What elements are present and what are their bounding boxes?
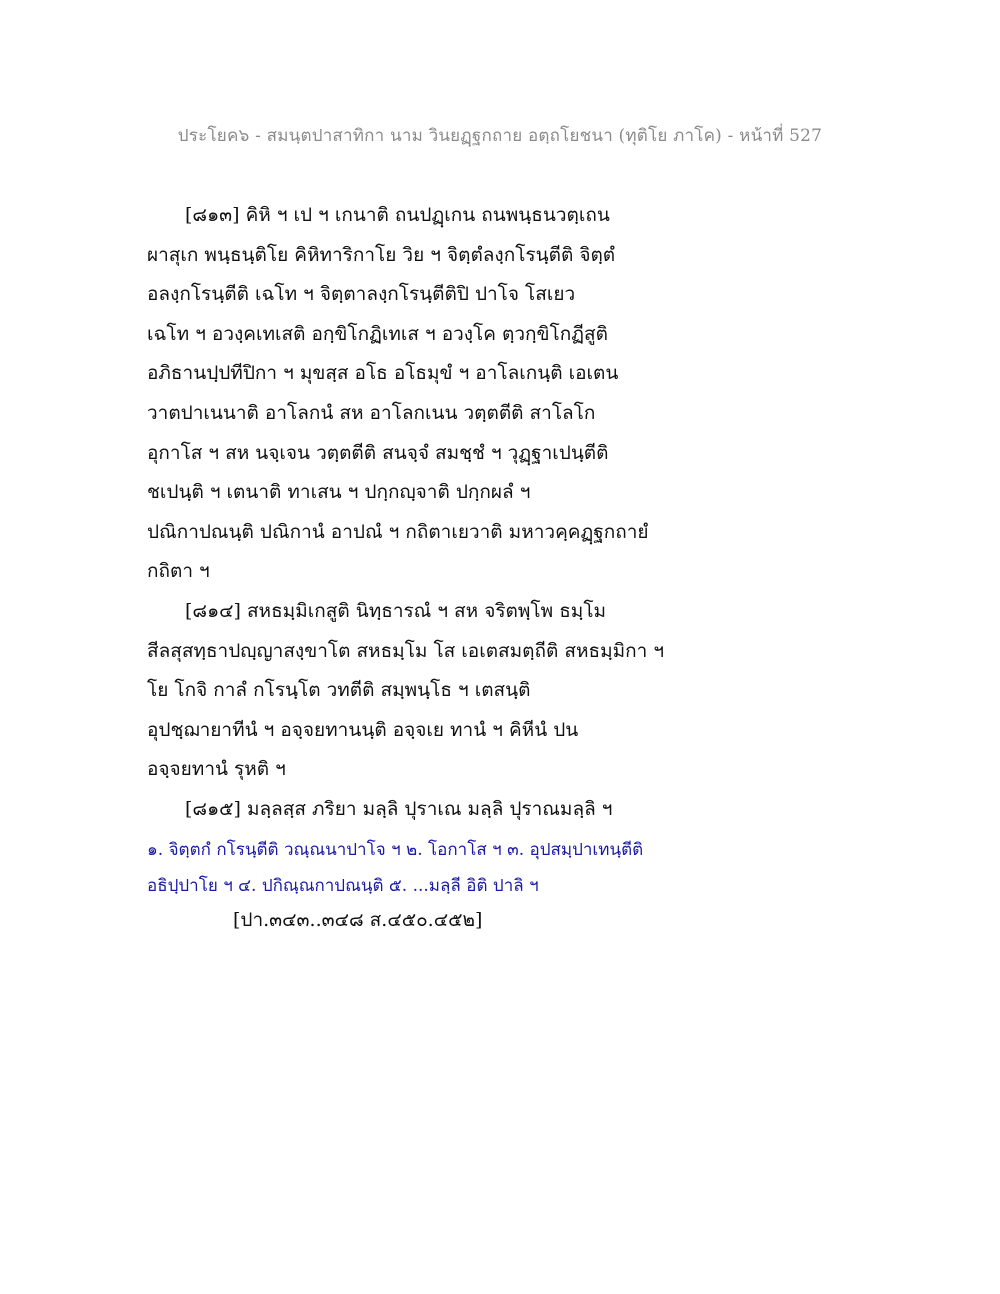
text-line: อุกาโส ฯ สห นจฺเจน วตฺตตีติ สนจฺจํ สมชฺชํ ฯ วุฏฺฐาเปนฺตีติ bbox=[147, 441, 609, 464]
footnote-line: ๑. จิตฺตกํ กโรนฺตีติ วณฺณนาปาโจ ฯ ๒. โอกาโส ฯ ๓. อุปสมฺปาเทนฺตีติ bbox=[147, 840, 644, 860]
text-line: [๘๑๓] คิหิ ฯ เป ฯ เกนาติ ถนปฏฺเกน ถนพนฺธนวตฺเถน bbox=[185, 204, 610, 226]
text-line: กถิตา ฯ bbox=[147, 560, 210, 583]
text-line: ผาสุเก พนฺธนฺติโย คิหิทาริกาโย วิย ฯ จิตฺตํลงฺกโรนฺตีติ จิตฺตํ bbox=[147, 243, 616, 266]
text-line: อภิธานปฺปทีปิกา ฯ มุขสฺส อโธ อโธมุขํ ฯ อาโลเกนฺติ เอเตน bbox=[147, 362, 619, 385]
text-line: ชเปนฺติ ฯ เตนาติ ทาเสน ฯ ปกฺกญฺจาติ ปกฺกผลํ ฯ bbox=[147, 481, 531, 504]
page-header: ประโยค๖ - สมนฺตปาสาทิกา นาม วินยฏฺฐกถาย อตฺถโยชนา (ทุติโย ภาโค) - หน้าที่ 527 bbox=[177, 126, 823, 146]
text-line: [๘๑๕] มลฺลสฺส ภริยา มลฺลิ ปุราเณ มลฺลิ ปุราณมลฺลิ ฯ bbox=[185, 797, 613, 820]
page-reference: [ปา.๓๔๓..๓๔๘ ส.๔๕๐.๔๕๒] bbox=[233, 909, 483, 931]
footnotes bbox=[147, 832, 767, 904]
text-line: ปณิกาปณนฺติ ปณิกานํ อาปณํ ฯ กถิตาเยวาติ มหาวคฺคฏฺฐกถายํ bbox=[147, 520, 649, 543]
text-line: เฉโท ฯ อวงฺคเทเสติ อกฺขิโกฏิเทเส ฯ อวงฺโค ตฺวกฺขิโกฏีสูติ bbox=[147, 322, 608, 345]
footnote-line: อธิปฺปาโย ฯ ๔. ปกิณฺณกาปณนฺติ ๕. ...มลฺลี อิติ ปาลิ ฯ bbox=[147, 876, 539, 896]
text-line: อลงฺกโรนฺตีติ เฉโท ฯ จิตฺตาลงฺกโรนฺตีติปิ ปาโจ โสเยว bbox=[147, 283, 576, 306]
text-line: [๘๑๔] สหธมฺมิเกสูติ นิทฺธารณํ ฯ สห จริตพฺโพ ธมฺโม bbox=[185, 599, 607, 622]
text-line: อุปชฺฌายาทีนํ ฯ อจฺจยทานนฺติ อจฺจเย ทานํ ฯ คิหีนํ ปน bbox=[147, 718, 579, 741]
main-text bbox=[147, 196, 767, 830]
text-line: สีลสุสทฺธาปญฺญาสงฺขาโต สหธมฺโม โส เอเตสมตฺถีติ สหธมฺมิกา ฯ bbox=[147, 639, 665, 662]
text-line: วาตปาเนนาติ อาโลกนํ สห อาโลกเนน วตฺตตีติ สาโลโก bbox=[147, 401, 596, 424]
text-line: อจฺจยทานํ รุหติ ฯ bbox=[147, 758, 286, 781]
text-line: โย โกจิ กาลํ กโรนฺโต วทตีติ สมฺพนฺโธ ฯ เตสนฺติ bbox=[147, 679, 531, 702]
